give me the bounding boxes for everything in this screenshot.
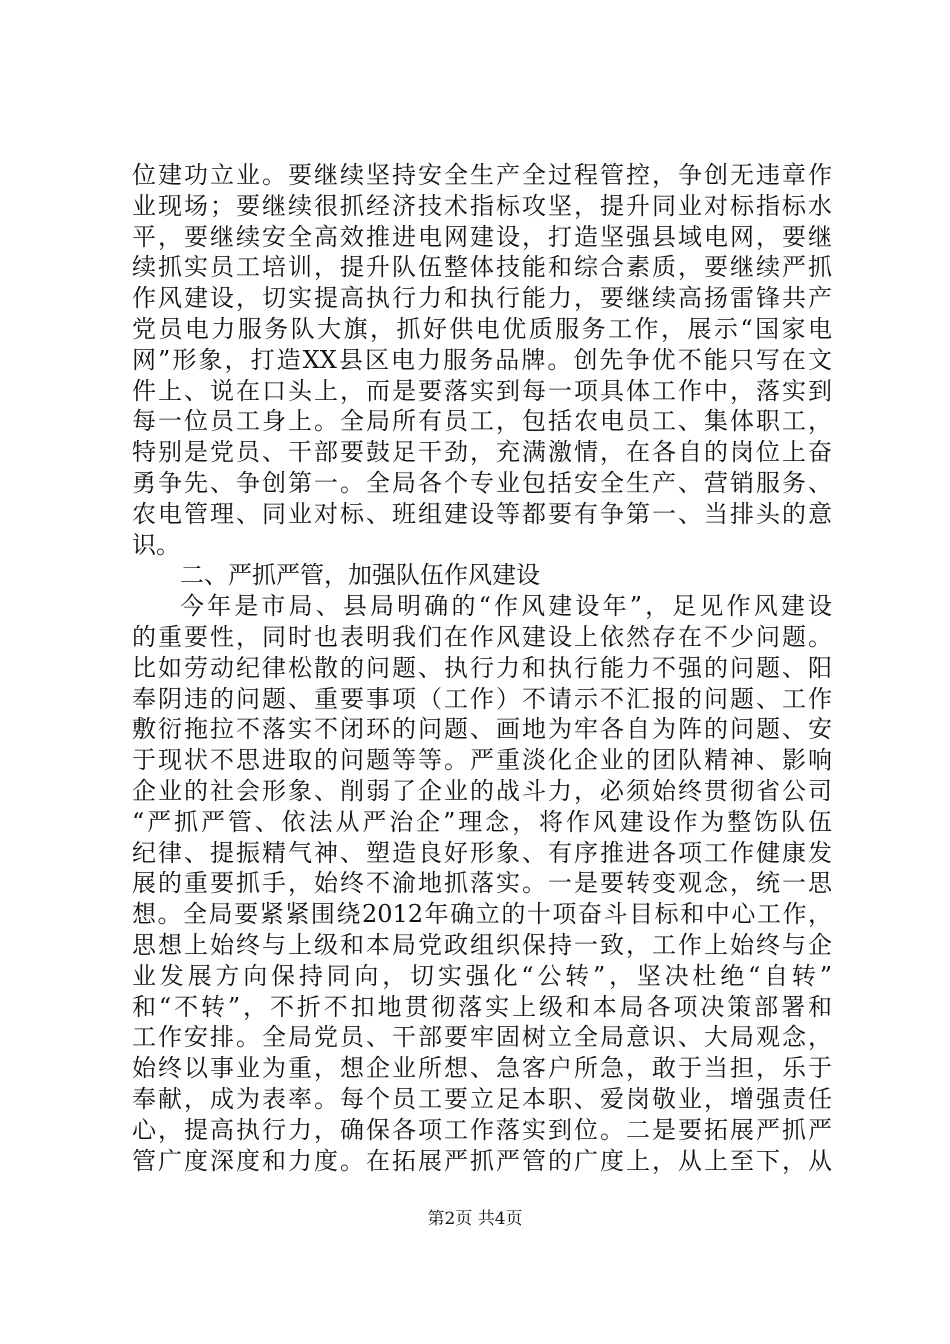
text-line: 党员电力服务队大旗，抓好供电优质服务工作，展示“国家电 bbox=[132, 314, 832, 343]
text-line: 续抓实员工培训，提升队伍整体技能和综合素质，要继续严抓 bbox=[132, 253, 832, 282]
text-line: 纪律、提振精气神、塑造良好形象、有序推进各项工作健康发 bbox=[132, 838, 832, 867]
text-line: 网”形象，打造XX县区电力服务品牌。创先争优不能只写在文 bbox=[132, 345, 832, 374]
text-line: 业现场；要继续很抓经济技术指标攻坚，提升同业对标指标水 bbox=[132, 191, 832, 220]
text-line: 农电管理、同业对标、班组建设等都要有争第一、当排头的意 bbox=[132, 499, 832, 528]
text-line: 管广度深度和力度。在拓展严抓严管的广度上，从上至下，从 bbox=[132, 1146, 832, 1175]
text-line: 和“不转”，不折不扣地贯彻落实上级和本局各项决策部署和 bbox=[132, 992, 832, 1021]
text-line: 心，提高执行力，确保各项工作落实到位。二是要拓展严抓严 bbox=[132, 1115, 832, 1144]
text-line: 件上、说在口头上，而是要落实到每一项具体工作中，落实到 bbox=[132, 376, 832, 405]
text-line: 勇争先、争创第一。全局各个专业包括安全生产、营销服务、 bbox=[132, 468, 832, 497]
text-line: 展的重要抓手，始终不渝地抓落实。一是要转变观念，统一思 bbox=[132, 869, 832, 898]
text-line: 位建功立业。要继续坚持安全生产全过程管控，争创无违章作 bbox=[132, 161, 832, 189]
text-line: 特别是党员、干部要鼓足干劲，充满激情，在各自的岗位上奋 bbox=[132, 438, 832, 467]
text-line: 比如劳动纪律松散的问题、执行力和执行能力不强的问题、阳 bbox=[132, 653, 832, 682]
text-line: 工作安排。全局党员、干部要牢固树立全局意识、大局观念， bbox=[132, 1023, 832, 1052]
text-line: 想。全局要紧紧围绕2012年确立的十项奋斗目标和中心工作， bbox=[132, 900, 832, 929]
text-line: 于现状不思进取的问题等等。严重淡化企业的团队精神、影响 bbox=[132, 746, 832, 775]
text-line: 敷衍拖拉不落实不闭环的问题、画地为牢各自为阵的问题、安 bbox=[132, 715, 832, 744]
text-line: 作风建设，切实提高执行力和执行能力，要继续高扬雷锋共产 bbox=[132, 284, 832, 313]
text-line: 始终以事业为重，想企业所想、急客户所急，敢于当担，乐于 bbox=[132, 1054, 832, 1083]
text-line: 识。 bbox=[132, 530, 180, 559]
text-line: 奉献，成为表率。每个员工要立足本职、爱岗敬业，增强责任 bbox=[132, 1084, 832, 1113]
text-line: 思想上始终与上级和本局党政组织保持一致，工作上始终与企 bbox=[132, 930, 832, 959]
text-line: 的重要性，同时也表明我们在作风建设上依然存在不少问题。 bbox=[132, 622, 832, 651]
text-line: 奉阴违的问题、重要事项（工作）不请示不汇报的问题、工作 bbox=[132, 684, 832, 713]
page-number-footer: 第2页 共4页 bbox=[427, 1209, 523, 1229]
text-line: 业发展方向保持同向，切实强化“公转”，坚决杜绝“自转” bbox=[132, 961, 832, 990]
text-line: 今年是市局、县局明确的“作风建设年”，足见作风建设 bbox=[180, 592, 832, 621]
text-line: 企业的社会形象、削弱了企业的战斗力，必须始终贯彻省公司 bbox=[132, 776, 832, 805]
document-body bbox=[132, 160, 832, 1176]
text-line: 平，要继续安全高效推进电网建设，打造坚强县域电网，要继 bbox=[132, 222, 832, 251]
section-heading: 二、严抓严管，加强队伍作风建设 bbox=[180, 561, 540, 590]
text-line: 每一位员工身上。全局所有员工，包括农电员工、集体职工， bbox=[132, 407, 832, 436]
text-line: “严抓严管、依法从严治企”理念，将作风建设作为整饬队伍 bbox=[132, 807, 832, 836]
